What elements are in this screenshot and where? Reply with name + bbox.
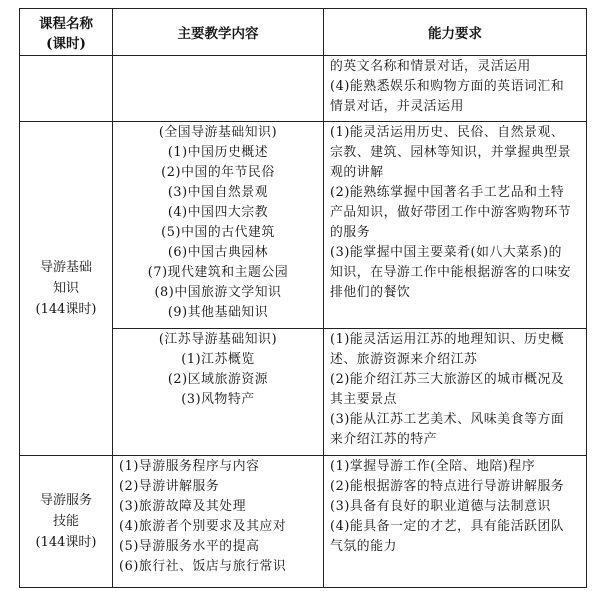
table-row: [20, 456, 587, 588]
header-content: 主要教学内容: [113, 9, 324, 56]
text-line: 排他们的餐饮: [330, 285, 411, 300]
text-line: (2)能根据游客的特点进行导游讲解服务: [330, 479, 565, 494]
text-line: (1)能灵活运用江苏的地理知识、历史概: [330, 332, 565, 347]
ability-cell: [324, 56, 587, 122]
text-line: (1)能灵活运用历史、民俗、自然景观、: [330, 125, 565, 140]
text-line: (3)能掌握中国主要菜肴(如八大菜系)的: [330, 245, 563, 260]
text-line: (6)中国古典园林: [167, 245, 269, 260]
text-line: (7)现代建筑和主题公园: [147, 265, 289, 280]
course-hours: (144课时): [35, 535, 97, 550]
text-line: (2)中国的年节民俗: [161, 165, 275, 180]
text-line: 气氛的能力: [330, 539, 397, 554]
header-course-name: 课程名称: [39, 16, 93, 32]
text-line: (2)能熟练掌握中国著名手工艺品和土特: [330, 185, 565, 200]
course-name: 知识: [52, 281, 79, 296]
text-line: (2)区域旅游资源: [167, 372, 269, 387]
text-line: (2)能介绍江苏三大旅游区的城市概况及: [330, 372, 565, 387]
text-line: (1)江苏概览: [181, 352, 255, 367]
text-line: (3)能从江苏工艺美术、风味美食等方面: [330, 412, 565, 427]
course-hours: (144课时): [35, 302, 97, 317]
header-course: [20, 9, 113, 56]
text-line: (8)中国旅游文学知识: [154, 285, 282, 300]
course-name: 技能: [52, 514, 79, 529]
course-name: 导游基础: [39, 260, 92, 275]
content-list: [119, 143, 317, 323]
content-cell: [113, 456, 324, 588]
text-line: (4)中国四大宗教: [167, 205, 269, 220]
header-ability: 能力要求: [324, 9, 587, 56]
course-cell-guide-service: [20, 456, 113, 588]
course-cell-guide-basics: [20, 122, 113, 456]
text-line: (2)导游讲解服务: [119, 479, 220, 494]
text-line: (3)中国自然景观: [167, 185, 269, 200]
text-line: (3)旅游故障及其处理: [119, 499, 247, 514]
ability-cell: [324, 122, 587, 329]
text-line: (1)导游服务程序与内容: [119, 459, 260, 474]
text-line: 来介绍江苏的特产: [330, 432, 438, 447]
text-line: 产品知识，做好带团工作中游客购物环节: [330, 205, 572, 220]
text-line: (6)旅行社、饭店与旅行常识: [119, 559, 287, 574]
content-heading: (全国导游基础知识): [158, 125, 278, 140]
text-line: (1)掌握导游工作(全陪、地陪)程序: [330, 459, 536, 474]
text-line: 述、旅游资源来介绍江苏: [330, 352, 478, 367]
text-line: 观的讲解: [330, 165, 384, 180]
text-line: (4)旅游者个别要求及其应对: [119, 519, 287, 534]
text-line: (5)中国的古代建筑: [161, 225, 275, 240]
course-name: 导游服务: [39, 493, 92, 508]
text-line: (9)其他基础知识: [167, 305, 269, 320]
text-line: (1)中国历史概述: [167, 145, 269, 160]
content-cell: [113, 329, 324, 456]
content-heading: (江苏导游基础知识): [158, 332, 278, 347]
course-cell-empty: [20, 56, 113, 122]
header-row: [20, 9, 587, 56]
text-line: (5)导游服务水平的提高: [119, 539, 260, 554]
text-line: 的英文名称和情景对话，灵活运用: [330, 59, 531, 74]
text-line: (4)能具备一定的才艺，具有能活跃团队: [330, 519, 565, 534]
ability-cell: [324, 456, 587, 588]
text-line: 情景对话，并灵活运用: [330, 99, 464, 114]
ability-cell: [324, 329, 587, 456]
text-line: 宗教、建筑、园林等知识，并掌握典型景: [330, 145, 572, 160]
curriculum-table: [19, 8, 587, 588]
text-line: 其主要景点: [330, 392, 397, 407]
content-cell: [113, 56, 324, 122]
table-row: [20, 56, 587, 122]
table-row: [20, 122, 587, 329]
header-course-hours: (课时): [46, 36, 86, 52]
content-cell: [113, 122, 324, 329]
text-line: (3)具备有良好的职业道德与法制意识: [330, 499, 551, 514]
content-list: [119, 350, 317, 410]
text-line: (4)能熟悉娱乐和购物方面的英语词汇和: [330, 79, 565, 94]
text-line: 知识，在导游工作中能根据游客的口味安: [330, 265, 572, 280]
text-line: 的服务: [330, 225, 371, 240]
text-line: (3)风物特产: [181, 392, 255, 407]
